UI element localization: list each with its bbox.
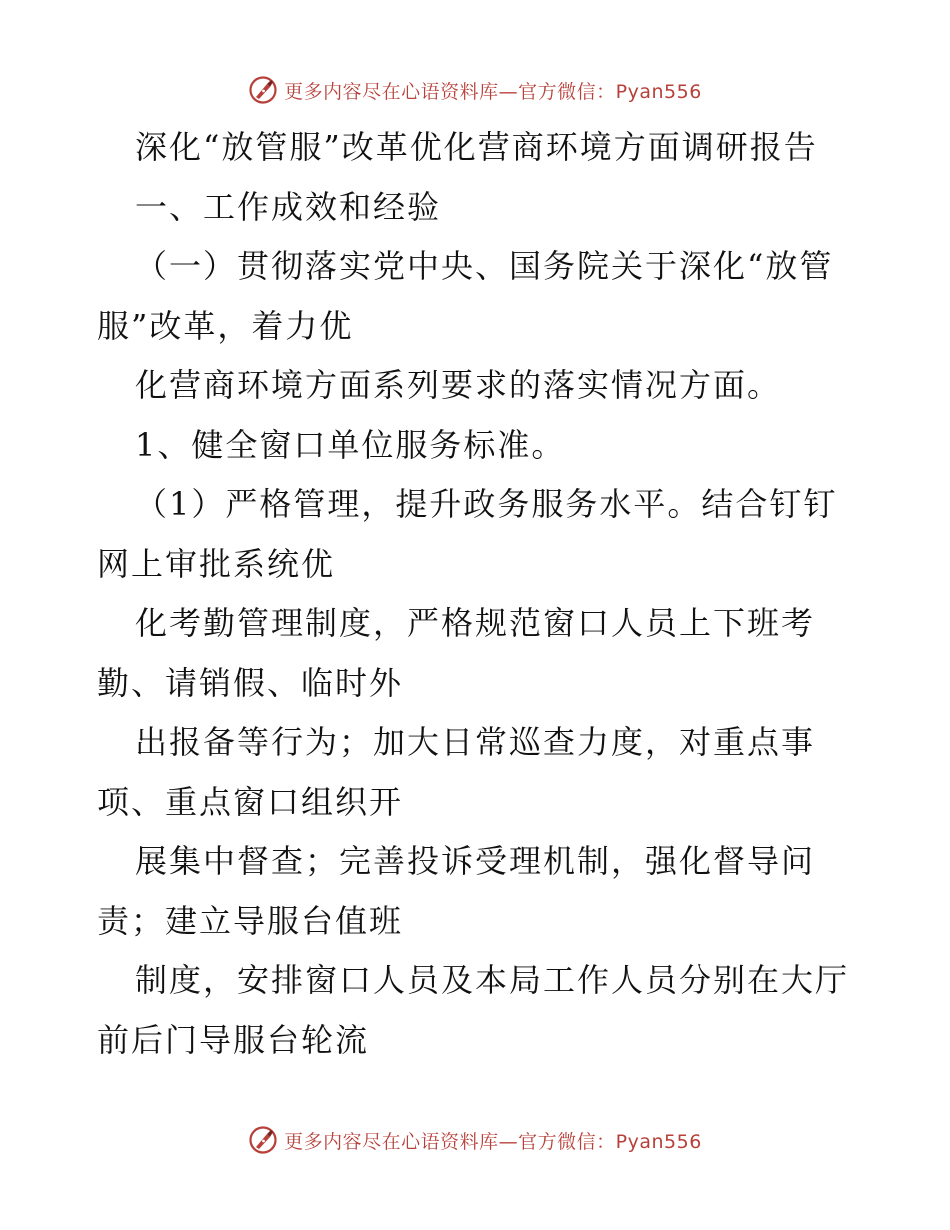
header-banner — [0, 70, 950, 110]
footer-banner — [0, 1120, 950, 1160]
banner-separator: — — [498, 1130, 519, 1153]
paragraph-line: 化考勤管理制度，严格规范窗口人员上下班考 — [135, 604, 816, 642]
paragraph-line: 出报备等行为；加大日常巡查力度，对重点事 — [135, 723, 816, 761]
document-title: 深化“放管服”改革优化营商环境方面调研报告 — [135, 128, 818, 166]
banner-site-text: 更多内容尽在心语资料库 — [284, 80, 499, 103]
list-item-heading: 1、健全窗口单位服务标准。 — [135, 425, 566, 464]
paragraph-line: 勤、请销假、临时外 — [97, 663, 404, 702]
paragraph-line: 责；建立导服台值班 — [97, 901, 404, 940]
banner-wechat-text: 官方微信：Pyan556 — [518, 80, 702, 103]
paragraph-line: （1）严格管理，提升政务服务水平。结合钉钉 — [135, 485, 838, 523]
banner-site-text: 更多内容尽在心语资料库 — [284, 1130, 499, 1153]
paragraph-line: 制度，安排窗口人员及本局工作人员分别在大厅 — [135, 961, 850, 999]
pen-nib-logo-icon — [248, 75, 278, 105]
document-body — [97, 118, 857, 1070]
paragraph-line: 前后门导服台轮流 — [97, 1020, 370, 1059]
pen-nib-logo-icon — [248, 1125, 278, 1155]
subsection-heading-line: （一）贯彻落实党中央、国务院关于深化“放管 — [135, 247, 834, 285]
paragraph-line: 网上审批系统优 — [97, 544, 336, 583]
banner-wechat-text: 官方微信：Pyan556 — [518, 1130, 702, 1153]
paragraph-line: 展集中督查；完善投诉受理机制，强化督导问 — [135, 842, 816, 880]
banner-separator: — — [498, 80, 519, 103]
paragraph-line: 化营商环境方面系列要求的落实情况方面。 — [135, 366, 782, 404]
paragraph-line: 项、重点窗口组织开 — [97, 782, 404, 821]
subsection-heading-line: 服”改革，着力优 — [97, 306, 354, 345]
section-heading: 一、工作成效和经验 — [135, 187, 442, 226]
